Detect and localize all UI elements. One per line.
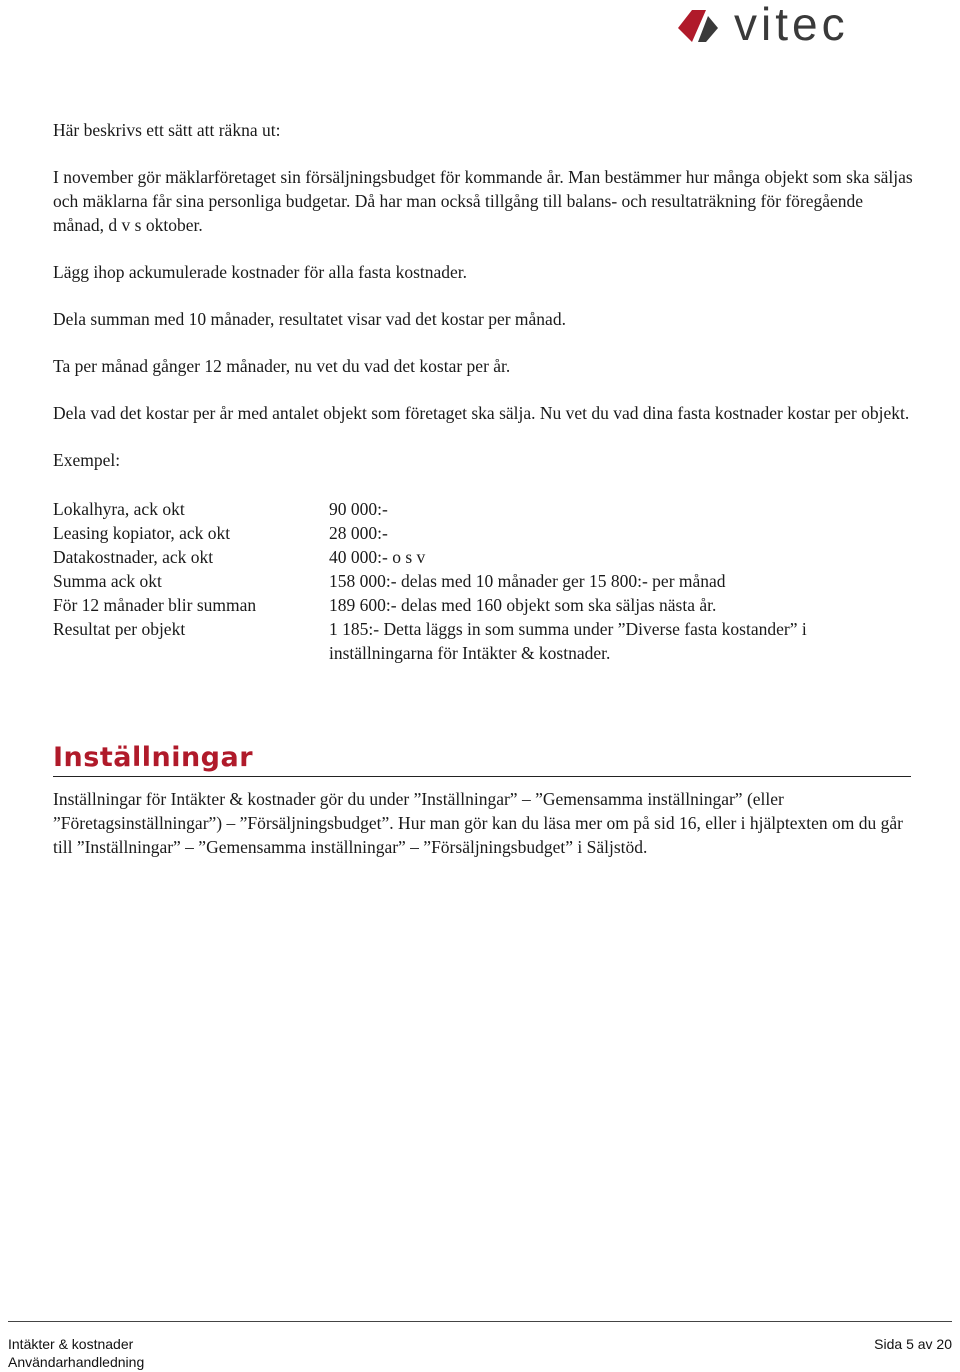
row-value: 1 185:- Detta läggs in som summa under ”Diverse fasta kostander” i inställningarna för Intäkter & kostnader. [329, 619, 807, 663]
row-label: Datakostnader, ack okt [53, 547, 214, 567]
paragraph: Lägg ihop ackumulerade kostnader för alla fasta kostnader. [53, 262, 468, 282]
document-body [53, 118, 913, 665]
row-label: Lokalhyra, ack okt [53, 499, 185, 519]
heading-divider [53, 776, 911, 777]
logo-wordmark: vitec [734, 2, 849, 44]
paragraph: Dela vad det kostar per år med antalet objekt som företaget ska sälja. Nu vet du vad dina fasta kostnader kostar per objekt. [53, 403, 910, 423]
table-row [53, 521, 913, 545]
logo-mark-icon [678, 10, 718, 42]
footer-title: Intäkter & kostnader [8, 1336, 134, 1352]
row-label: För 12 månader blir summan [53, 595, 257, 615]
row-label: Summa ack okt [53, 571, 162, 591]
paragraph: Ta per månad gånger 12 månader, nu vet du vad det kostar per år. [53, 356, 511, 376]
footer-left [8, 1335, 144, 1371]
table-row [53, 617, 913, 665]
table-row [53, 545, 913, 569]
paragraph: Dela summan med 10 månader, resultatet visar vad det kostar per månad. [53, 309, 566, 329]
section-heading: Inställningar [53, 742, 254, 773]
footer-divider [8, 1321, 952, 1322]
footer-right [874, 1335, 952, 1353]
row-value: 158 000:- delas med 10 månader ger 15 800:- per månad [329, 571, 726, 591]
footer-subtitle: Användarhandledning [8, 1354, 145, 1370]
table-row [53, 497, 913, 521]
settings-paragraph: Inställningar för Intäkter & kostnader gör du under ”Inställningar” – ”Gemensamma inställningar” (eller ”Företagsinställningar”) – ”Försäljningsbudget”. Hur man gör kan du läsa mer om på sid 16, eller i hjälptexten om du går till ”Inställningar” – ”Gemensamma inställningar” – ”Försäljningsbudget” i Säljstöd. [53, 789, 903, 857]
table-row [53, 569, 913, 593]
table-row [53, 593, 913, 617]
vitec-logo [674, 2, 924, 44]
paragraph: I november gör mäklarföretaget sin försäljningsbudget för kommande år. Man bestämmer hur många objekt som ska säljas och mäklarna får sina personliga budgetar. Då har man också tillgång till balans- och resultaträkning för föregående månad, d v s oktober. [53, 167, 913, 235]
row-value: 189 600:- delas med 160 objekt som ska säljas nästa år. [329, 595, 717, 615]
row-label: Resultat per objekt [53, 619, 186, 639]
intro-line: Här beskrivs ett sätt att räkna ut: [53, 120, 281, 140]
row-value: 40 000:- o s v [329, 547, 426, 567]
row-value: 90 000:- [329, 499, 388, 519]
example-label: Exempel: [53, 450, 121, 470]
example-table [53, 497, 913, 665]
row-label: Leasing kopiator, ack okt [53, 523, 231, 543]
row-value: 28 000:- [329, 523, 388, 543]
page-number: Sida 5 av 20 [874, 1336, 952, 1352]
section-heading-block [53, 740, 911, 777]
